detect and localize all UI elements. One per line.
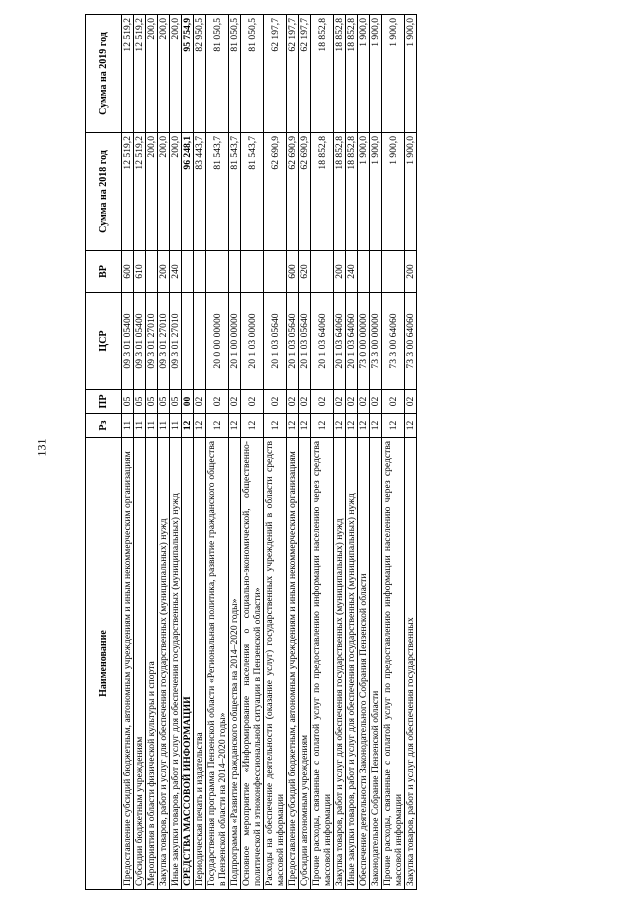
row-vr bbox=[194, 251, 206, 293]
table-row bbox=[299, 15, 311, 890]
row-name: Закупка товаров, работ и услуг для обеспечения государственных (муниципальных) нужд bbox=[158, 438, 170, 890]
table-row bbox=[206, 15, 229, 890]
table-body bbox=[122, 15, 417, 890]
table-row bbox=[134, 15, 146, 890]
row-vr: 620 bbox=[299, 251, 311, 293]
row-vr bbox=[382, 251, 405, 293]
row-rz: 12 bbox=[206, 414, 229, 438]
row-pr: 02 bbox=[346, 390, 358, 414]
row-pr: 02 bbox=[405, 390, 417, 414]
row-sum-2018: 18 852,8 bbox=[346, 133, 358, 251]
row-rz: 11 bbox=[170, 414, 182, 438]
row-sum-2018: 62 690,9 bbox=[287, 133, 299, 251]
row-name: Прочие расходы, связанные с оплатой услуг по предоставлению информации населению через средства массовой информации bbox=[382, 438, 405, 890]
table-row bbox=[311, 15, 334, 890]
row-csr: 09 3 01 05400 bbox=[134, 293, 146, 390]
row-pr: 02 bbox=[229, 390, 241, 414]
header-name: Наименование bbox=[86, 438, 122, 890]
row-rz: 12 bbox=[299, 414, 311, 438]
table-row bbox=[358, 15, 370, 890]
row-sum-2018: 81 543,7 bbox=[229, 133, 241, 251]
row-sum-2019: 18 852,8 bbox=[311, 15, 334, 133]
table-row bbox=[241, 15, 264, 890]
row-sum-2018: 83 443,7 bbox=[194, 133, 206, 251]
row-vr bbox=[206, 251, 229, 293]
table-row bbox=[229, 15, 241, 890]
row-csr: 20 1 03 64060 bbox=[311, 293, 334, 390]
row-sum-2018: 200,0 bbox=[158, 133, 170, 251]
row-sum-2019: 81 050,5 bbox=[229, 15, 241, 133]
row-name: Подпрограмма «Развитие гражданского общества на 2014–2020 годы» bbox=[229, 438, 241, 890]
row-sum-2018: 18 852,8 bbox=[334, 133, 346, 251]
row-rz: 12 bbox=[194, 414, 206, 438]
table-row bbox=[182, 15, 194, 890]
row-name: Субсидии автономным учреждениям bbox=[299, 438, 311, 890]
row-sum-2018: 81 543,7 bbox=[241, 133, 264, 251]
row-name: Периодическая печать и издательства bbox=[194, 438, 206, 890]
table-row bbox=[382, 15, 405, 890]
row-rz: 12 bbox=[334, 414, 346, 438]
row-sum-2019: 1 900,0 bbox=[370, 15, 382, 133]
row-sum-2018: 96 248,1 bbox=[182, 133, 194, 251]
table-row bbox=[334, 15, 346, 890]
row-name: Субсидии бюджетным учреждениям bbox=[134, 438, 146, 890]
row-vr: 600 bbox=[122, 251, 134, 293]
row-pr: 05 bbox=[170, 390, 182, 414]
row-vr: 610 bbox=[134, 251, 146, 293]
row-csr: 09 3 01 05400 bbox=[122, 293, 134, 390]
row-sum-2018: 1 900,0 bbox=[382, 133, 405, 251]
row-csr: 73 3 00 64060 bbox=[382, 293, 405, 390]
table-row bbox=[264, 15, 287, 890]
row-rz: 12 bbox=[370, 414, 382, 438]
header-sum-2019: Сумма на 2019 год bbox=[86, 15, 122, 133]
header-vr: ВР bbox=[86, 251, 122, 293]
table-row bbox=[122, 15, 134, 890]
header-pr: ПР bbox=[86, 390, 122, 414]
row-sum-2018: 1 900,0 bbox=[358, 133, 370, 251]
row-csr bbox=[182, 293, 194, 390]
row-csr: 20 1 03 05640 bbox=[299, 293, 311, 390]
row-csr: 20 1 03 64060 bbox=[346, 293, 358, 390]
row-name: Предоставление субсидий бюджетным, автономным учреждениям и иным некоммерческим организациям bbox=[287, 438, 299, 890]
row-sum-2019: 12 519,2 bbox=[122, 15, 134, 133]
row-sum-2019: 62 197,7 bbox=[299, 15, 311, 133]
table-row bbox=[405, 15, 417, 890]
row-sum-2019: 81 050,5 bbox=[206, 15, 229, 133]
row-csr: 20 1 03 05640 bbox=[287, 293, 299, 390]
row-sum-2019: 1 900,0 bbox=[382, 15, 405, 133]
row-name: СРЕДСТВА МАССОВОЙ ИНФОРМАЦИИ bbox=[182, 438, 194, 890]
row-csr: 20 1 03 05640 bbox=[264, 293, 287, 390]
row-vr bbox=[264, 251, 287, 293]
row-rz: 12 bbox=[346, 414, 358, 438]
row-vr bbox=[311, 251, 334, 293]
row-pr: 02 bbox=[264, 390, 287, 414]
row-csr bbox=[194, 293, 206, 390]
row-sum-2018: 62 690,9 bbox=[264, 133, 287, 251]
row-sum-2019: 200,0 bbox=[146, 15, 158, 133]
row-name: Мероприятия в области физической культуры и спорта bbox=[146, 438, 158, 890]
row-vr bbox=[358, 251, 370, 293]
row-sum-2018: 62 690,9 bbox=[299, 133, 311, 251]
row-pr: 02 bbox=[194, 390, 206, 414]
row-sum-2018: 1 900,0 bbox=[370, 133, 382, 251]
row-csr: 20 1 03 64060 bbox=[334, 293, 346, 390]
row-sum-2018: 1 900,0 bbox=[405, 133, 417, 251]
row-csr: 20 0 00 00000 bbox=[206, 293, 229, 390]
row-name: Предоставление субсидий бюджетным, автономным учреждениям и иным некоммерческим организациям bbox=[122, 438, 134, 890]
row-pr: 05 bbox=[122, 390, 134, 414]
row-pr: 02 bbox=[299, 390, 311, 414]
table-row bbox=[370, 15, 382, 890]
row-pr: 02 bbox=[358, 390, 370, 414]
table-row bbox=[287, 15, 299, 890]
row-pr: 02 bbox=[206, 390, 229, 414]
row-rz: 11 bbox=[122, 414, 134, 438]
row-pr: 02 bbox=[287, 390, 299, 414]
row-pr: 02 bbox=[370, 390, 382, 414]
row-name: Иные закупки товаров, работ и услуг для обеспечения государственных (муниципальных) нужд bbox=[346, 438, 358, 890]
table-row bbox=[194, 15, 206, 890]
row-vr: 200 bbox=[334, 251, 346, 293]
row-rz: 12 bbox=[229, 414, 241, 438]
row-csr: 20 1 00 00000 bbox=[229, 293, 241, 390]
row-csr: 09 3 01 27010 bbox=[170, 293, 182, 390]
row-pr: 05 bbox=[158, 390, 170, 414]
row-rz: 12 bbox=[358, 414, 370, 438]
table-row bbox=[158, 15, 170, 890]
row-rz: 11 bbox=[158, 414, 170, 438]
row-sum-2019: 200,0 bbox=[158, 15, 170, 133]
row-rz: 12 bbox=[311, 414, 334, 438]
row-sum-2019: 12 519,2 bbox=[134, 15, 146, 133]
row-name: Расходы на обеспечение деятельности (оказание услуг) государственных учреждений в области средств массовой информации bbox=[264, 438, 287, 890]
row-pr: 02 bbox=[241, 390, 264, 414]
rotated-page-area bbox=[85, 15, 610, 890]
row-rz: 12 bbox=[264, 414, 287, 438]
row-name: Основное мероприятие «Информирование населения о социально-экономической, общественно-политической и этноконфессиональной ситуации в Пензенской области» bbox=[241, 438, 264, 890]
row-sum-2019: 200,0 bbox=[170, 15, 182, 133]
row-pr: 02 bbox=[382, 390, 405, 414]
row-csr: 73 0 00 00000 bbox=[358, 293, 370, 390]
row-sum-2018: 18 852,8 bbox=[311, 133, 334, 251]
row-sum-2019: 95 754,9 bbox=[182, 15, 194, 133]
row-rz: 11 bbox=[146, 414, 158, 438]
row-sum-2019: 18 852,8 bbox=[346, 15, 358, 133]
row-csr: 09 3 01 27010 bbox=[158, 293, 170, 390]
row-sum-2018: 200,0 bbox=[146, 133, 158, 251]
header-rz: Рз bbox=[86, 414, 122, 438]
table-row bbox=[346, 15, 358, 890]
row-name: Обеспечение деятельности Законодательного Собрания Пензенской области bbox=[358, 438, 370, 890]
row-name: Закупка товаров, работ и услуг для обеспечения государственных (муниципальных) нужд bbox=[334, 438, 346, 890]
row-rz: 12 bbox=[182, 414, 194, 438]
table-row bbox=[170, 15, 182, 890]
row-csr: 73 3 00 00000 bbox=[370, 293, 382, 390]
row-sum-2019: 1 900,0 bbox=[358, 15, 370, 133]
row-pr: 05 bbox=[134, 390, 146, 414]
row-rz: 12 bbox=[241, 414, 264, 438]
row-vr bbox=[182, 251, 194, 293]
row-name: Законодательное Собрание Пензенской области bbox=[370, 438, 382, 890]
row-name: Прочие расходы, связанные с оплатой услуг по предоставлению информации населению через средства массовой информации bbox=[311, 438, 334, 890]
row-vr: 200 bbox=[405, 251, 417, 293]
row-sum-2019: 62 197,7 bbox=[264, 15, 287, 133]
row-vr bbox=[370, 251, 382, 293]
table-container bbox=[85, 15, 610, 890]
row-vr: 600 bbox=[287, 251, 299, 293]
row-name: Иные закупки товаров, работ и услуг для обеспечения государственных (муниципальных) нужд bbox=[170, 438, 182, 890]
row-sum-2018: 200,0 bbox=[170, 133, 182, 251]
row-pr: 02 bbox=[311, 390, 334, 414]
row-vr bbox=[146, 251, 158, 293]
row-csr: 73 3 00 64060 bbox=[405, 293, 417, 390]
row-vr: 240 bbox=[346, 251, 358, 293]
budget-table bbox=[85, 14, 417, 890]
row-sum-2019: 62 197,7 bbox=[287, 15, 299, 133]
row-sum-2019: 1 900,0 bbox=[405, 15, 417, 133]
page-number: 131 bbox=[34, 438, 49, 457]
row-sum-2019: 18 852,8 bbox=[334, 15, 346, 133]
row-pr: 00 bbox=[182, 390, 194, 414]
row-name: Закупка товаров, работ и услуг для обеспечения государственных bbox=[405, 438, 417, 890]
row-vr: 240 bbox=[170, 251, 182, 293]
row-rz: 12 bbox=[405, 414, 417, 438]
table-header-row bbox=[86, 15, 122, 890]
table-row bbox=[146, 15, 158, 890]
row-csr: 09 3 01 27010 bbox=[146, 293, 158, 390]
row-sum-2018: 12 519,2 bbox=[122, 133, 134, 251]
row-sum-2019: 81 050,5 bbox=[241, 15, 264, 133]
row-sum-2018: 81 543,7 bbox=[206, 133, 229, 251]
row-vr: 200 bbox=[158, 251, 170, 293]
row-pr: 02 bbox=[334, 390, 346, 414]
header-sum-2018: Сумма на 2018 год bbox=[86, 133, 122, 251]
row-rz: 12 bbox=[382, 414, 405, 438]
row-rz: 12 bbox=[287, 414, 299, 438]
row-rz: 11 bbox=[134, 414, 146, 438]
row-vr bbox=[241, 251, 264, 293]
row-vr bbox=[229, 251, 241, 293]
header-csr: ЦСР bbox=[86, 293, 122, 390]
row-sum-2018: 12 519,2 bbox=[134, 133, 146, 251]
row-csr: 20 1 03 00000 bbox=[241, 293, 264, 390]
row-name: Государственная программа Пензенской области «Региональная политика, развитие гражданского общества в Пензенской области на 2014–2020 годы» bbox=[206, 438, 229, 890]
row-pr: 05 bbox=[146, 390, 158, 414]
row-sum-2019: 82 950,5 bbox=[194, 15, 206, 133]
